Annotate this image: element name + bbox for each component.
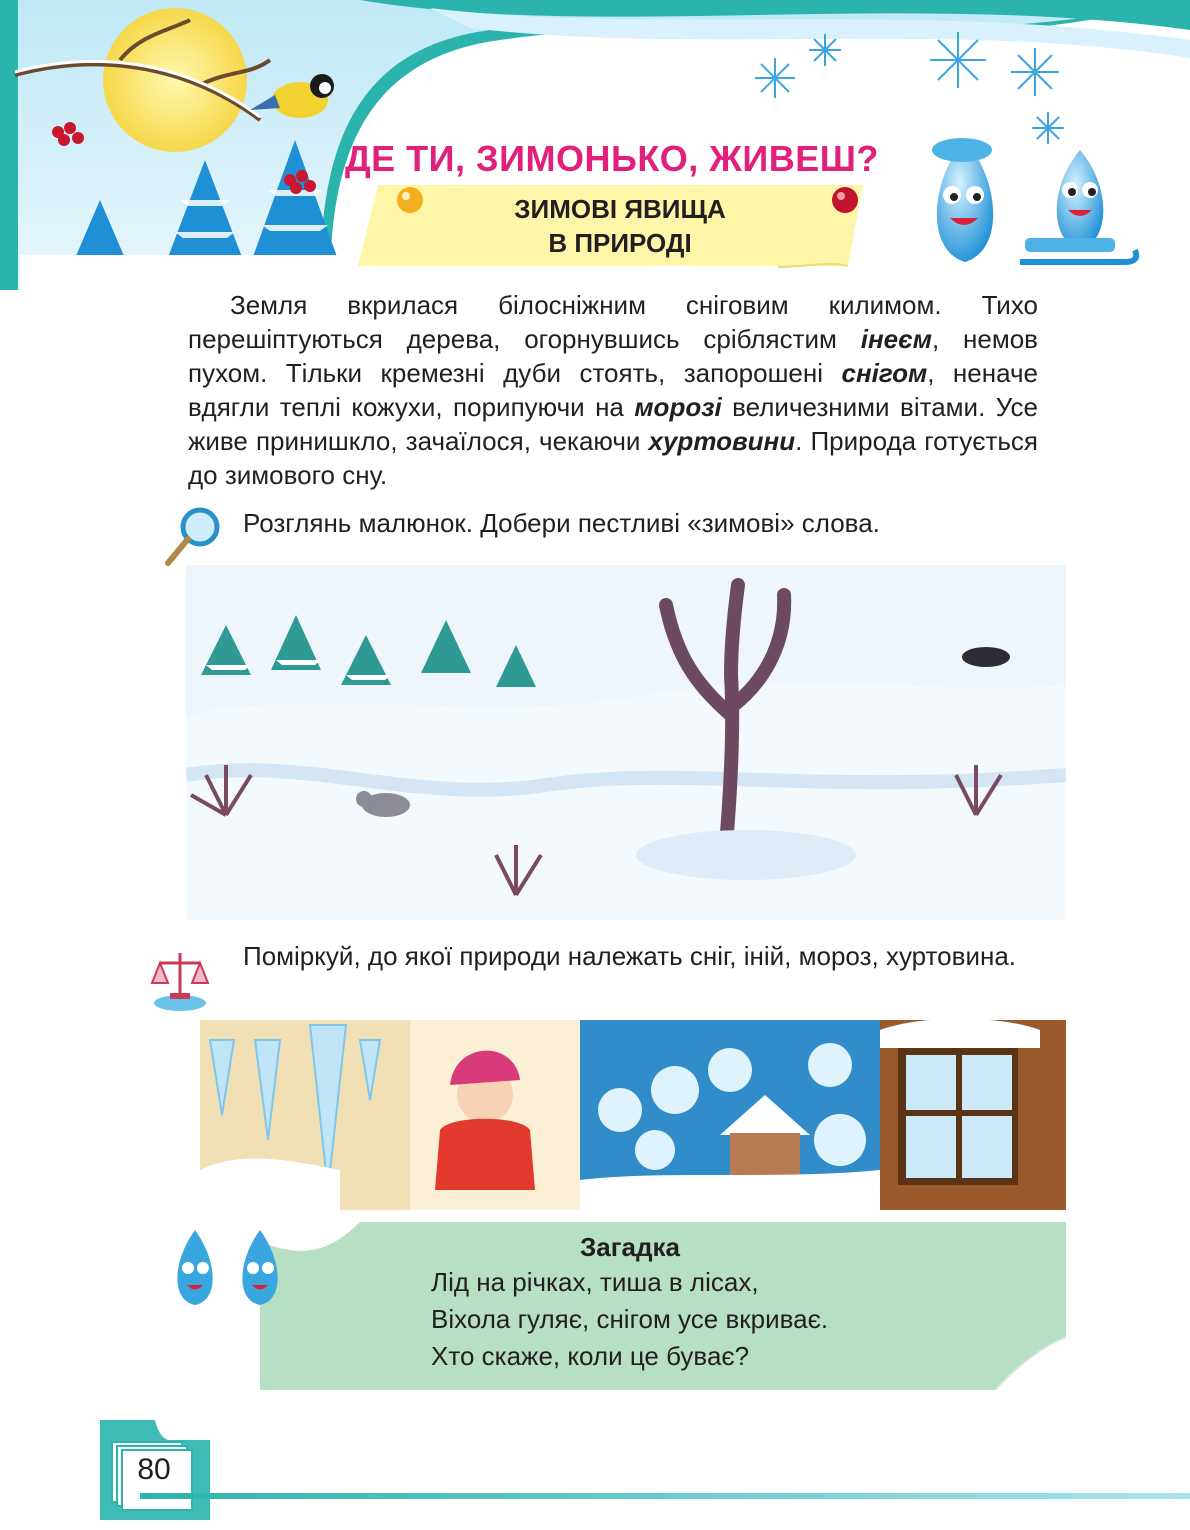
- riddle-line: Лід на річках, тиша в лісах,: [431, 1267, 759, 1297]
- intro-text: , неначе вдягли теплі кожухи, порипуючи на: [188, 358, 1038, 422]
- intro-text: Земля вкрилася білосніжним сніговим килимом. Тихо перешіптуються дерева, огорнувшись сріблястим: [188, 290, 1038, 354]
- keyword: інеєм: [860, 324, 932, 354]
- red-coat: [435, 1119, 535, 1190]
- crow-shape: [962, 647, 1010, 667]
- snowy-house-window-picture: [580, 1020, 1066, 1210]
- keyword: снігом: [841, 358, 928, 388]
- task-instruction: Розглянь малюнок. Добери пестливі «зимові» слова.: [243, 508, 880, 538]
- droplet-characters: [932, 138, 1136, 262]
- intro-text: . Природа готується до зимового сну.: [188, 426, 1038, 490]
- scales-icon: [150, 945, 210, 1015]
- intro-paragraph: [188, 288, 1038, 492]
- riddle-line: Віхола гуляє, снігом усе вкриває.: [431, 1304, 829, 1334]
- snowflakes: [755, 32, 1064, 144]
- intro-text: величезними вітами. Усе живе принишкло, зачаїлося, чекаючи: [188, 392, 1038, 456]
- keyword: морозі: [634, 392, 722, 422]
- riddle-text: [431, 1264, 1051, 1375]
- intro-text: , немов пухом. Тільки кремезні дуби стоять, запорошені: [188, 324, 1038, 388]
- droplet-characters-small: [155, 1220, 305, 1320]
- bottom-rule: [140, 1493, 1190, 1499]
- riddle-line: Хто скаже, коли це буває?: [431, 1341, 750, 1371]
- topic-heading: [400, 192, 840, 260]
- winter-landscape-picture: [186, 565, 1066, 920]
- topic-line-1: ЗИМОВІ ЯВИЩА: [514, 194, 726, 224]
- page-title: ДЕ ТИ, ЗИМОНЬКО, ЖИВЕШ?: [345, 138, 879, 179]
- sun-shape: [103, 8, 247, 152]
- keyword: хуртовини: [648, 426, 796, 456]
- task-question: Поміркуй, до якої природи належать сніг, іній, мороз, хуртовина.: [243, 941, 1017, 971]
- topic-line-2: В ПРИРОДІ: [548, 228, 692, 258]
- riddle-title: Загадка: [579, 1232, 680, 1262]
- icicles-child-picture: [200, 1020, 580, 1210]
- page-number: 80: [137, 1453, 171, 1486]
